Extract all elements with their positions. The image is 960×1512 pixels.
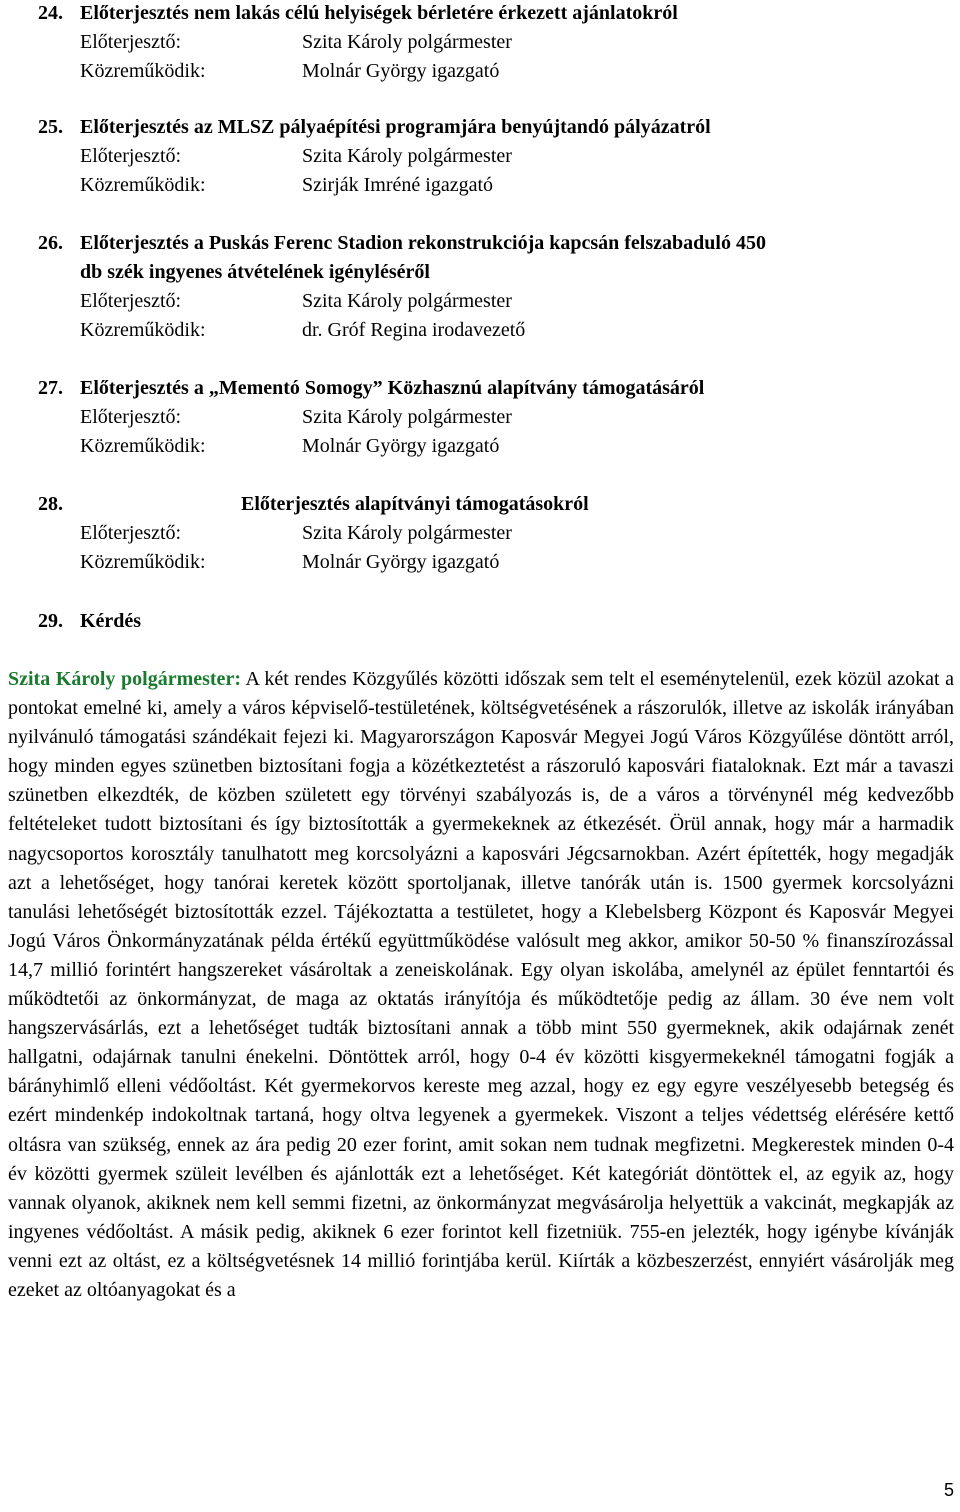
item-title: Előterjesztés a Puskás Ferenc Stadion rekonstrukciója kapcsán felszabaduló 450 [80, 232, 766, 254]
item-title: Előterjesztés az MLSZ pályaépítési programjára benyújtandó pályázatról [80, 116, 711, 138]
contributor-label: Közreműködik: [80, 60, 206, 82]
presenter-label: Előterjesztő: [80, 145, 182, 167]
item-title: Előterjesztés a „Mementó Somogy” Közhasznú alapítvány támogatásáról [80, 377, 705, 399]
item-number: 29. [38, 610, 63, 632]
item-title: Előterjesztés alapítványi támogatásokról [241, 493, 589, 515]
contributor-name: Szirják Imréné igazgató [302, 174, 494, 196]
presenter-name: Szita Károly polgármester [302, 31, 512, 53]
contributor-label: Közreműködik: [80, 319, 206, 341]
speaker-name: Szita Károly polgármester: [8, 668, 241, 690]
item-number: 28. [38, 493, 63, 515]
contributor-name: Molnár György igazgató [302, 551, 500, 573]
presenter-name: Szita Károly polgármester [302, 406, 512, 428]
contributor-label: Közreműködik: [80, 435, 206, 457]
presenter-label: Előterjesztő: [80, 406, 182, 428]
presenter-name: Szita Károly polgármester [302, 522, 512, 544]
contributor-label: Közreműködik: [80, 174, 206, 196]
presenter-label: Előterjesztő: [80, 31, 182, 53]
contributor-name: Molnár György igazgató [302, 435, 500, 457]
item-title-continued: db szék ingyenes átvételének igényléséről [80, 261, 430, 283]
presenter-name: Szita Károly polgármester [302, 145, 512, 167]
presenter-label: Előterjesztő: [80, 522, 182, 544]
page-number: 5 [943, 1480, 954, 1500]
speech-text: A két rendes Közgyűlés közötti időszak sem telt el eseménytelenül, ezek közül azokat a pontokat emelné ki, amely a város képviselő-testületének, költségvetésének a rászorulók, illetve az iskolák irányában nyilvánuló támogatási szándékait fejezi ki. Magyarországon Kaposvár Megyei Jogú Város Közgyűlése döntött arról, hogy minden egyes szünetben biztosítani fogja a közétkeztetést a rászoruló kaposvári fiataloknak. Ezt már a tavaszi szünetben elkezdték, de közben született egy törvényi szabályozás is, de a város a törvénynél még kedvezőbb feltételeket tudott biztosítani és így biztosították a gyermekeknek az étkezését. Örül annak, hogy már a harmadik nagycsoportos korosztály tanulhatott meg korcsolyázni a kaposvári Jégcsarnokban. Azért építették, hogy megadják azt a lehetőséget, hogy tanórai keretek között sportoljanak, illetve tanórák után is. 1500 gyermek korcsolyázni tanulási lehetőségét biztosították ezzel. Tájékoztatta a testületet, hogy a Klebelsberg Központ és Kaposvár Megyei Jogú Város Önkormányzatának példa értékű együttműködése valósult meg akkor, amikor 50-50 % finanszírozással 14,7 millió forintért hangszereket vásároltak a zeneiskolának. Egy olyan iskolába, amelynél az épület fenntartói és működtetői az önkormányzat, de maga az oktatás irányítója és működtetője pedig az állam. 30 éve nem volt hangszervásárlás, ezt a lehetőséget tudták biztosítani annak a több mint 550 gyermeknek, akik odajárnak zenét hallgatni, odajárnak tanulni énekelni. Döntöttek arról, hogy 0-4 év közötti kisgyermekeknél támogatni fogják a bárányhimlő elleni védőoltást. Két gyermekorvos kereste meg azzal, hogy ez egy egyre veszélyesebb betegség és ezért mindenkép indokoltnak tartaná, hogy oltva legyenek a gyermekek. Viszont a teljes védettség elérésére kettő oltásra van szükség, ennek az ára pedig 20 ezer forint, amit sokan nem tudnak megfizetni. Megkerestek minden 0-4 év közötti gyermek szüleit levélben és ajánlották ezt a lehetőséget. Két kategóriát döntöttek el, az egyik az, hogy vannak olyanok, akiknek nem kell semmi fizetni, az önkormányzat megvásárolja helyettük a vakcinát, megkapják az ingyenes védőoltást. A másik pedig, akiknek 6 ezer forintot kell fizetniük. 755-en jelezték, hogy igénybe kívánják venni ezt az oltást, ez a költségvetésnek 14 millió forintjába kerül. Kiírták a közbeszerzést, ennyiért vásárolják meg ezeket az oltóanyagokat és a [8, 668, 955, 1301]
item-number: 27. [38, 377, 63, 399]
item-number: 25. [38, 116, 63, 138]
contributor-name: dr. Gróf Regina irodavezető [302, 319, 526, 341]
speech-paragraph [8, 665, 954, 1305]
item-title: Előterjesztés nem lakás célú helyiségek bérletére érkezett ajánlatokról [80, 2, 678, 24]
item-number: 24. [38, 2, 63, 24]
presenter-name: Szita Károly polgármester [302, 290, 512, 312]
presenter-label: Előterjesztő: [80, 290, 182, 312]
item-number: 26. [38, 232, 63, 254]
item-title: Kérdés [80, 610, 142, 632]
contributor-name: Molnár György igazgató [302, 60, 500, 82]
contributor-label: Közreműködik: [80, 551, 206, 573]
